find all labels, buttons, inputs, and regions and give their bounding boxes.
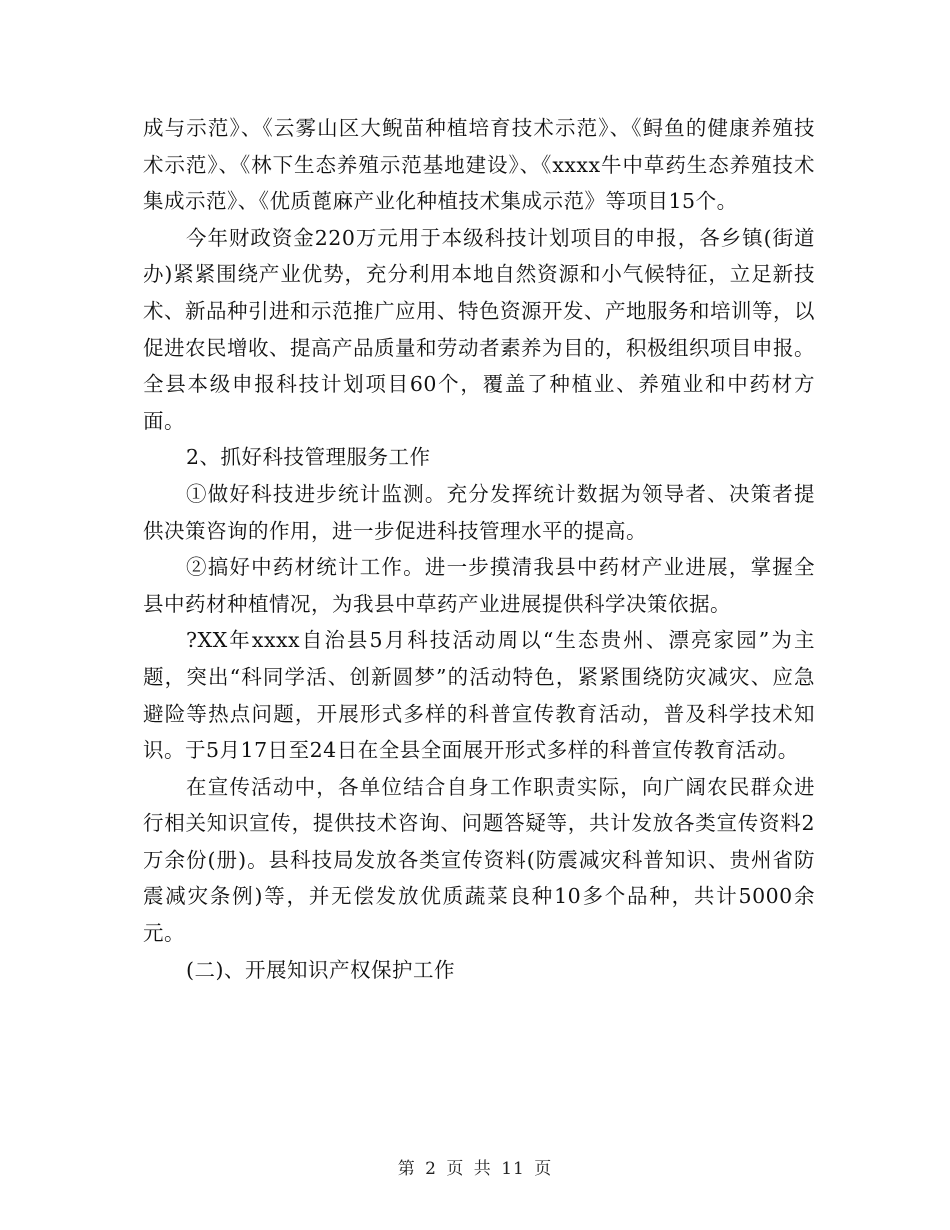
section-heading-management-service: 2、抓好科技管理服务工作 [186,445,431,470]
paragraph-funding: 今年财政资金220万元用于本级科技计划项目的申报，各乡镇(街道办)紧紧围绕产业优势，充分利用本地自然资源和小气候特征，立足新技术、新品种引进和示范推广应用、特色资源开发、产地服务和培训等，以促进农民增收、提高产品质量和劳动者素养为目的，积极组织项目申报。全县本级申报科技计划项目60个，覆盖了种植业、养殖业和中药材方面。 [143,225,815,433]
document-body [143,110,815,988]
paragraph-herbal-statistics: ②搞好中药材统计工作。进一步摸清我县中药材产业进展，掌握全县中药材种植情况，为我县中草药产业进展提供科学决策依据。 [143,555,815,616]
paragraph-publicity-activities: 在宣传活动中，各单位结合自身工作职责实际，向广阔农民群众进行相关知识宣传，提供技术咨询、问题答疑等，共计发放各类宣传资料2万余份(册)。县科技局发放各类宣传资料(防震减灾科普知识、贵州省防震减灾条例)等，并无偿发放优质蔬菜良种10多个品种，共计5000余元。 [143,774,815,946]
paragraph-science-week: ?XX年xxxx自治县5月科技活动周以“生态贵州、漂亮家园”为主题，突出“科同学活、创新圆梦”的活动特色，紧紧围绕防灾减灾、应急避险等热点问题，开展形式多样的科普宣传教育活动，普及科学技术知识。于5月17日至24日在全县全面展开形式多样的科普宣传教育活动。 [143,628,815,763]
paragraph-statistics-monitoring: ①做好科技进步统计监测。充分发挥统计数据为领导者、决策者提供决策咨询的作用，进一步促进科技管理水平的提高。 [143,481,815,543]
section-heading-ip-protection: (二)、开展知识产权保护工作 [186,957,455,982]
paragraph-project-list-continuation: 成与示范》、《云雾山区大鲵苗种植培育技术示范》、《鲟鱼的健康养殖技术示范》、《林下生态养殖示范基地建设》、《xxxx牛中草药生态养殖技术集成示范》、《优质蓖麻产业化种植技术集成示范》等项目15个。 [143,116,815,214]
page-number-footer: 第 2 页 共 11 页 [397,1159,553,1179]
